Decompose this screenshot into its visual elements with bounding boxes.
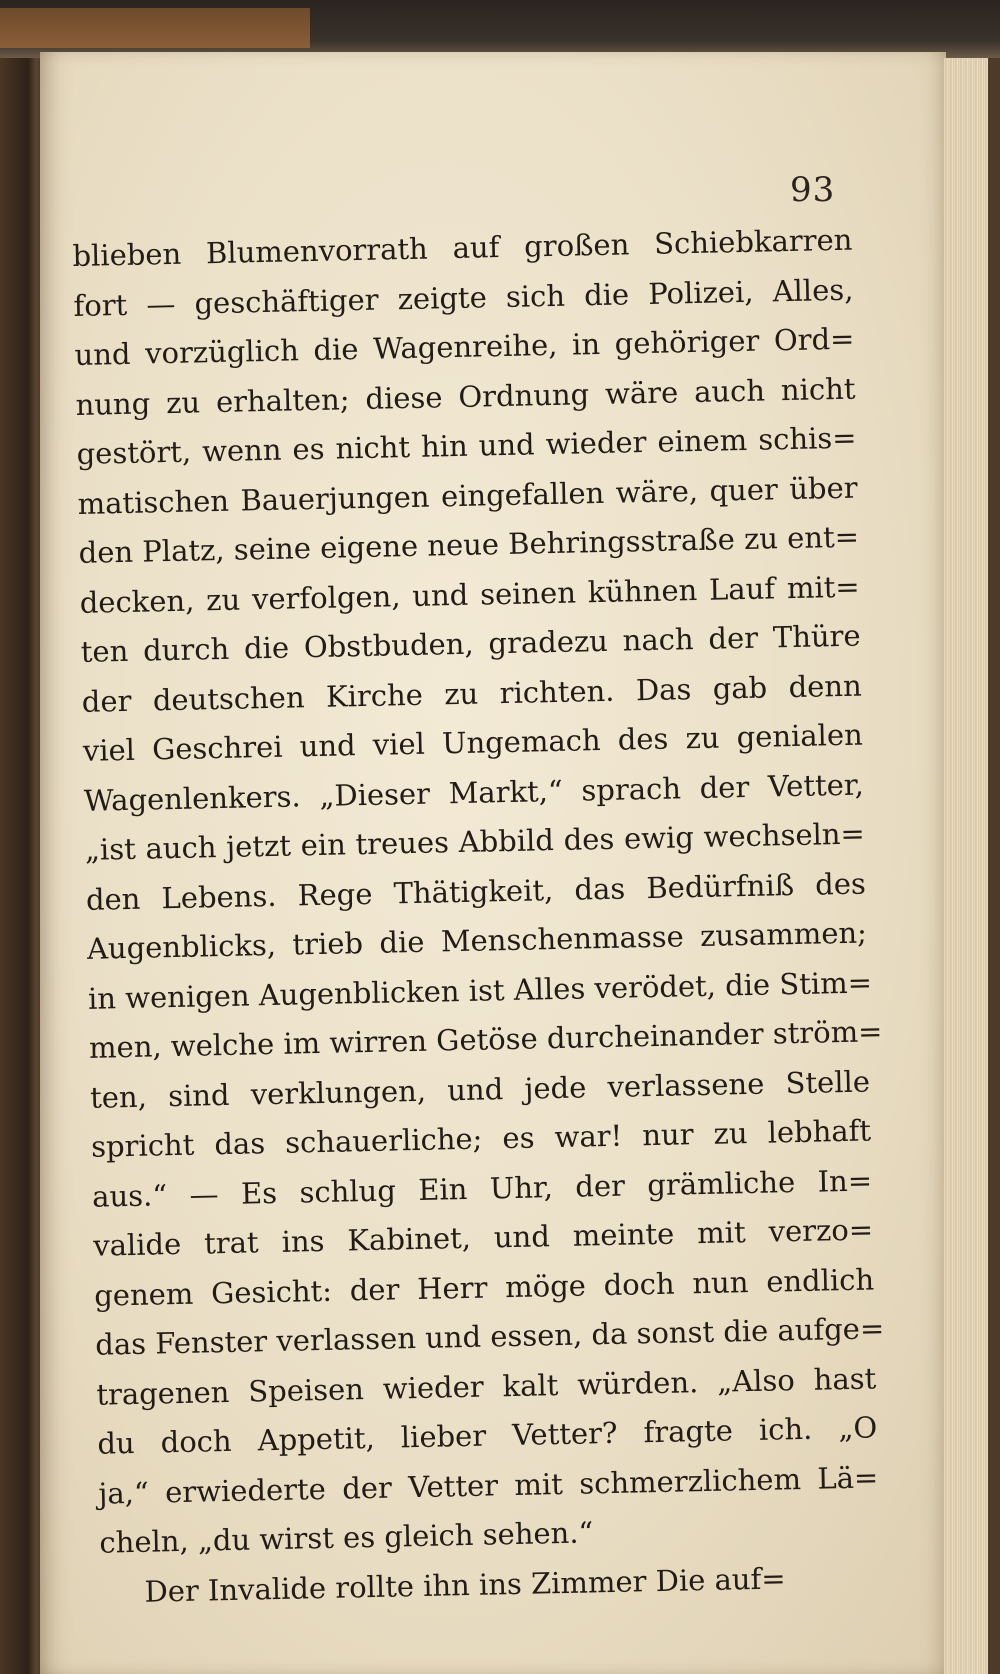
text-line: men, welche im wirren Getöse durcheinander ström= xyxy=(88,1014,883,1065)
text-line: den Lebens. Rege Thätigkeit, das Bedürfniß des xyxy=(85,866,867,917)
text-line: das Fenster verlassen und essen, da sonst die aufge= xyxy=(94,1311,885,1362)
text-line: „ist auch jetzt ein treues Abbild des ewig wechseln= xyxy=(84,816,866,867)
text-line: ten, sind verklungen, und jede verlassene Stelle xyxy=(89,1063,871,1115)
text-line: Augenblicks, trieb die Menschenmasse zusammen; xyxy=(86,915,868,966)
text-line: ja,“ erwiederte der Vetter mit schmerzlichem Lä= xyxy=(98,1459,879,1511)
text-line: tragenen Speisen wieder kalt würden. „Also hast xyxy=(95,1360,877,1412)
text-line: decken, zu verfolgen, und seinen kühnen Lauf mit= xyxy=(79,569,860,620)
text-line: in wenigen Augenblicken ist Alles verödet, die Stim= xyxy=(87,964,873,1016)
text-line: blieben Blumenvorrath auf großen Schiebkarren xyxy=(72,222,853,273)
book-cover-edge xyxy=(0,0,1000,58)
text-line: du doch Appetit, lieber Vetter? fragte ich. „O xyxy=(97,1410,878,1461)
text-line: viel Geschrei und viel Ungemach des zu genialen xyxy=(82,717,864,768)
text-line: der deutschen Kirche zu richten. Das gab denn xyxy=(81,668,863,719)
text-line: den Platz, seine eigene neue Behringsstraße zu ent= xyxy=(78,519,860,570)
text-line: nung zu erhalten; diese Ordnung wäre auch nicht xyxy=(75,371,856,422)
text-line: genem Gesicht: der Herr möge doch nun endlich xyxy=(93,1261,875,1313)
text-line: matischen Bauerjungen eingefallen wäre, quer über xyxy=(77,470,858,521)
text-line: valide trat ins Kabinet, und meinte mit verzo= xyxy=(92,1212,874,1263)
text-line: Wagenlenkers. „Dieser Markt,“ sprach der Vetter, xyxy=(83,767,865,818)
text-line: ten durch die Obstbuden, gradezu nach der Thüre xyxy=(80,618,861,669)
book-binding-edge xyxy=(988,58,1000,1674)
text-line: gestört, wenn es nicht hin und wieder einem schis= xyxy=(76,420,857,471)
page-number: 93 xyxy=(790,170,836,210)
text-line: und vorzüglich die Wagenreihe, in gehöriger Ord= xyxy=(74,321,855,372)
page-body-text xyxy=(72,216,885,1618)
text-line: Der Invalide rollte ihn ins Zimmer Die auf= xyxy=(144,1560,786,1609)
text-line: cheln, „du wirst es gleich sehen.“ xyxy=(99,1515,594,1560)
text-line: aus.“ — Es schlug Ein Uhr, der grämliche In= xyxy=(91,1162,873,1214)
text-line: fort — geschäftiger zeigte sich die Polizei, Alles, xyxy=(73,272,854,323)
text-line: spricht das schauerliche; es war! nur zu lebhaft xyxy=(90,1113,872,1164)
